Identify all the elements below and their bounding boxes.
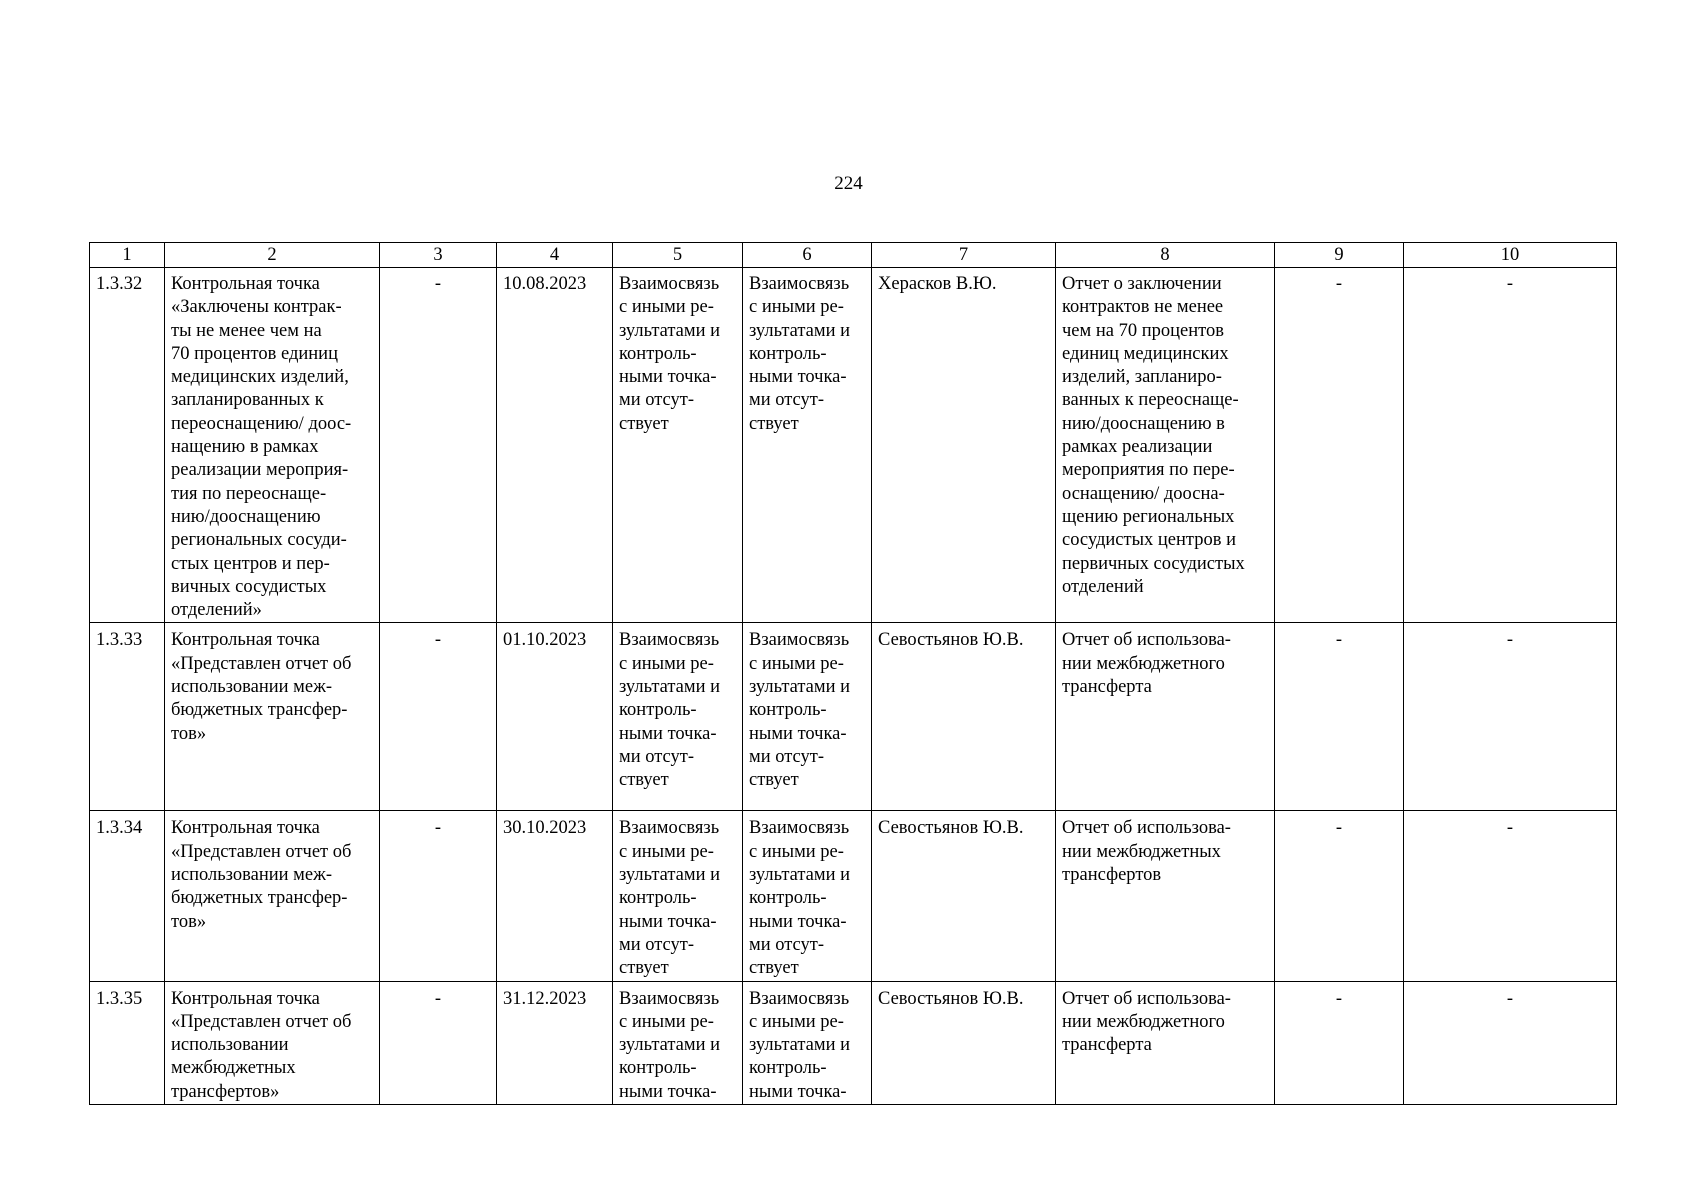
relation-cell: Взаимосвязь с иными ре- зультатами и контроль- ными точка- xyxy=(743,981,872,1104)
responsible-cell: Херасков В.Ю. xyxy=(872,268,1056,623)
date-cell: 31.12.2023 xyxy=(497,981,613,1104)
relation-cell: Взаимосвязь с иными ре- зультатами и контроль- ными точка- ми отсут- ствует xyxy=(613,623,743,811)
relation-cell: Взаимосвязь с иными ре- зультатами и контроль- ными точка- ми отсут- ствует xyxy=(613,268,743,623)
header-cell: 2 xyxy=(165,243,380,268)
table-row xyxy=(90,623,1617,811)
row-number: 1.3.35 xyxy=(90,981,165,1104)
document-cell: Отчет о заключении контрактов не менее чем на 70 процентов единиц медицинских изделий, запланиро- ванных к переоснаще- нию/дооснащению в рамках реализации мероприятия по пере- оснащению/ доосна- щению региональных сосудистых центров и первичных сосудистых отделений xyxy=(1056,268,1275,623)
row-number: 1.3.34 xyxy=(90,811,165,981)
responsible-cell: Севостьянов Ю.В. xyxy=(872,623,1056,811)
table-header-row xyxy=(90,243,1617,268)
document-cell: Отчет об использова- нии межбюджетного трансферта xyxy=(1056,623,1275,811)
document-cell: Отчет об использова- нии межбюджетных трансфертов xyxy=(1056,811,1275,981)
cell-col9: - xyxy=(1275,981,1404,1104)
relation-cell: Взаимосвязь с иными ре- зультатами и контроль- ными точка- ми отсут- ствует xyxy=(743,268,872,623)
cell-col3: - xyxy=(380,811,497,981)
cell-col10: - xyxy=(1404,981,1617,1104)
control-point-name: Контрольная точка «Представлен отчет об использовании межбюджетных трансфертов» xyxy=(165,981,380,1104)
date-cell: 30.10.2023 xyxy=(497,811,613,981)
row-number: 1.3.32 xyxy=(90,268,165,623)
relation-cell: Взаимосвязь с иными ре- зультатами и контроль- ными точка- ми отсут- ствует xyxy=(743,811,872,981)
header-cell: 9 xyxy=(1275,243,1404,268)
date-cell: 01.10.2023 xyxy=(497,623,613,811)
header-cell: 5 xyxy=(613,243,743,268)
header-cell: 7 xyxy=(872,243,1056,268)
row-number: 1.3.33 xyxy=(90,623,165,811)
header-cell: 3 xyxy=(380,243,497,268)
cell-col3: - xyxy=(380,981,497,1104)
header-cell: 6 xyxy=(743,243,872,268)
control-point-name: Контрольная точка «Представлен отчет об использовании меж- бюджетных трансфер- тов» xyxy=(165,811,380,981)
table-row xyxy=(90,981,1617,1104)
control-points-table xyxy=(89,242,1617,1105)
cell-col3: - xyxy=(380,623,497,811)
table-row xyxy=(90,268,1617,623)
relation-cell: Взаимосвязь с иными ре- зультатами и контроль- ными точка- xyxy=(613,981,743,1104)
header-cell: 8 xyxy=(1056,243,1275,268)
cell-col10: - xyxy=(1404,623,1617,811)
header-cell: 10 xyxy=(1404,243,1617,268)
header-cell: 4 xyxy=(497,243,613,268)
cell-col9: - xyxy=(1275,623,1404,811)
document-cell: Отчет об использова- нии межбюджетного трансферта xyxy=(1056,981,1275,1104)
header-cell: 1 xyxy=(90,243,165,268)
table-row xyxy=(90,811,1617,981)
responsible-cell: Севостьянов Ю.В. xyxy=(872,981,1056,1104)
cell-col10: - xyxy=(1404,268,1617,623)
cell-col3: - xyxy=(380,268,497,623)
cell-col9: - xyxy=(1275,811,1404,981)
responsible-cell: Севостьянов Ю.В. xyxy=(872,811,1056,981)
date-cell: 10.08.2023 xyxy=(497,268,613,623)
relation-cell: Взаимосвязь с иными ре- зультатами и контроль- ными точка- ми отсут- ствует xyxy=(613,811,743,981)
control-point-name: Контрольная точка «Представлен отчет об использовании меж- бюджетных трансфер- тов» xyxy=(165,623,380,811)
cell-col9: - xyxy=(1275,268,1404,623)
control-point-name: Контрольная точка «Заключены контрак- ты не менее чем на 70 процентов единиц медицинских изделий, запланированных к переоснащению/ доос- нащению в рамках реализации мероприя- тия по переоснаще- нию/дооснащению региональных сосуди- стых центров и пер- вичных сосудистых отделений» xyxy=(165,268,380,623)
page-number: 224 xyxy=(834,173,863,194)
relation-cell: Взаимосвязь с иными ре- зультатами и контроль- ными точка- ми отсут- ствует xyxy=(743,623,872,811)
cell-col10: - xyxy=(1404,811,1617,981)
